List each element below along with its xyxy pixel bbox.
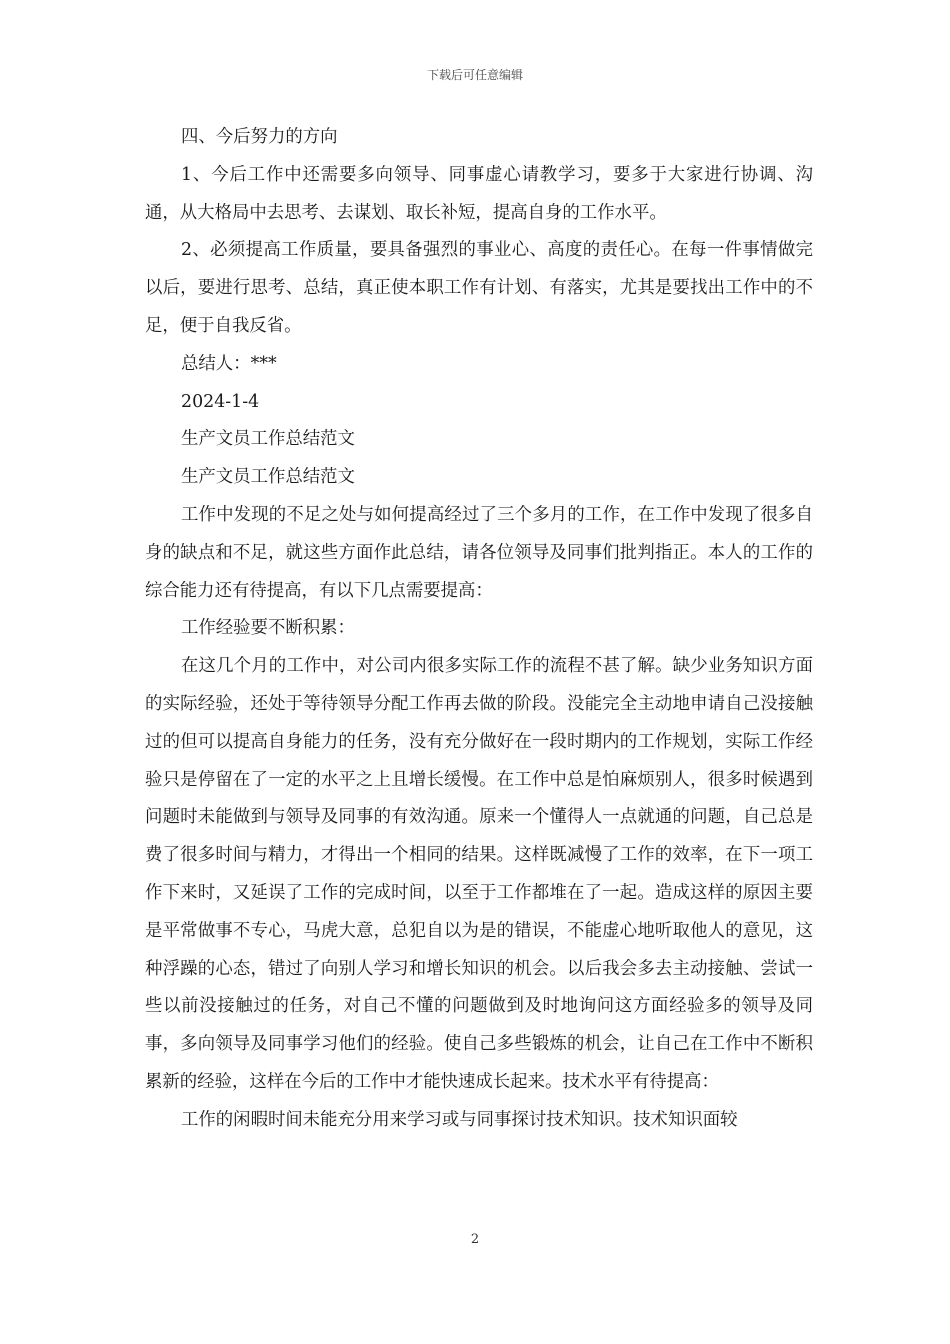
paragraph: 1、今后工作中还需要多向领导、同事虚心请教学习，要多于大家进行协调、沟通，从大格局中去思考、去谋划、取长补短，提高自身的工作水平。 [145, 164, 813, 223]
section-heading: 四、今后努力的方向 [181, 127, 338, 147]
page-number: 2 [470, 1232, 480, 1247]
document-subtitle: 生产文员工作总结范文 [181, 467, 355, 488]
signature-line: 总结人：*** [181, 353, 277, 374]
date-line: 2024-1-4 [181, 391, 260, 412]
paragraph: 在这几个月的工作中，对公司内很多实际工作的流程不甚了解。缺少业务知识方面的实际经验，还处于等待领导分配工作再去做的阶段。没能完全主动地申请自己没接触过的但可以提高自身能力的任务，没有充分做好在一段时期内的工作规划，实际工作经验只是停留在了一定的水平之上且增长缓慢。在工作中总是怕麻烦别人，很多时候遇到问题时未能做到与领导及同事的有效沟通。原来一个懂得人一点就通的问题，自己总是费了很多时间与精力，才得出一个相同的结果。这样既减慢了工作的效率，在下一项工作下来时，又延误了工作的完成时间，以至于工作都堆在了一起。造成这样的原因主要是平常做事不专心，马虎大意，总犯自以为是的错误，不能虚心地听取他人的意见，这种浮躁的心态，错过了向别人学习和增长知识的机会。以后我会多去主动接触、尝试一些以前没接触过的任务，对自己不懂的问题做到及时地询问这方面经验多的领导及同事，多向领导及同事学习他们的经验。使自己多些锻炼的机会，让自己在工作中不断积累新的经验，这样在今后的工作中才能快速成长起来。技术水平有待提高： [145, 656, 813, 1092]
paragraph: 工作中发现的不足之处与如何提高经过了三个多月的工作，在工作中发现了很多自身的缺点和不足，就这些方面作此总结，请各位领导及同事们批判指正。本人的工作的综合能力还有待提高，有以下几点需要提高： [145, 504, 813, 601]
document-body [145, 119, 813, 1140]
subheading: 工作经验要不断积累： [181, 618, 355, 639]
paragraph: 工作的闲暇时间未能充分用来学习或与同事探讨技术知识。技术知识面较 [181, 1109, 738, 1130]
paragraph: 2、必须提高工作质量，要具备强烈的事业心、高度的责任心。在每一件事情做完以后，要进行思考、总结，真正使本职工作有计划、有落实，尤其是要找出工作中的不足，便于自我反省。 [145, 240, 813, 336]
document-title: 生产文员工作总结范文 [181, 429, 355, 450]
page-header: 下载后可任意编辑 [426, 68, 523, 82]
